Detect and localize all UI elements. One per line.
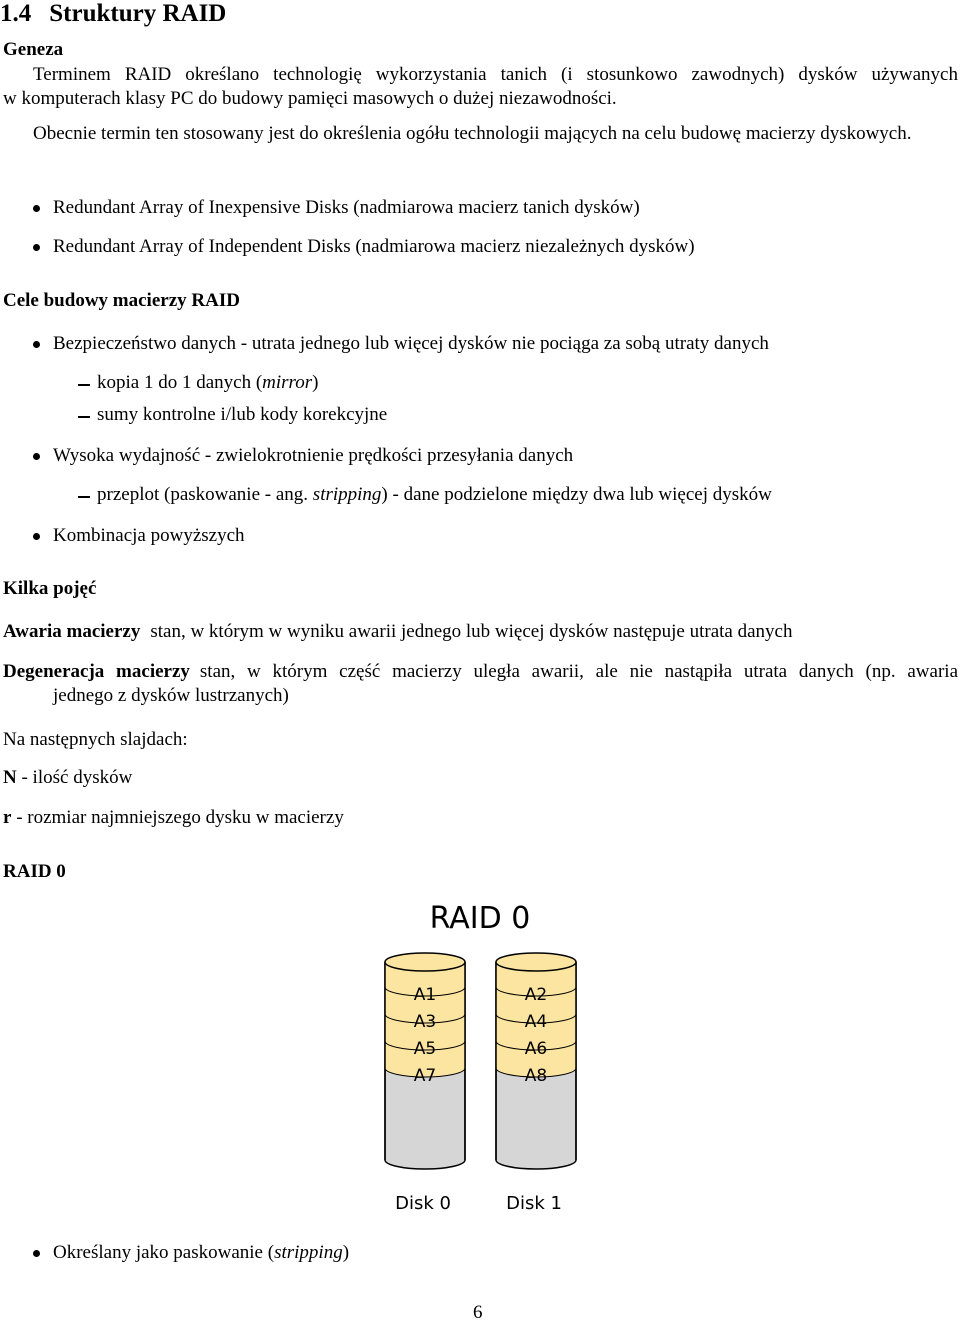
term-degeneracja: Degeneracja macierzy bbox=[3, 661, 190, 682]
definition-degeneracja-text-2: jednego z dysków lustrzanych) bbox=[53, 685, 289, 706]
disk-1 bbox=[496, 953, 576, 1169]
geneza-heading: Geneza bbox=[3, 39, 64, 60]
disk-0 bbox=[385, 953, 465, 1169]
raid0-diagram-title: RAID 0 bbox=[429, 901, 531, 936]
geneza-line-1: Terminem RAID określano technologię wykorzystania tanich (i stosunkowo zawodnych) dysków używanych bbox=[33, 64, 958, 85]
disk-1-block: A6 bbox=[524, 1039, 548, 1059]
disk-1-top bbox=[496, 953, 576, 971]
disk-1-block: A2 bbox=[524, 985, 548, 1005]
bullet-dot bbox=[33, 244, 40, 251]
bullet-text: ) bbox=[342, 1242, 350, 1263]
definition-degeneracja bbox=[3, 661, 958, 683]
sub-text: kopia 1 do 1 danych ( bbox=[97, 372, 263, 393]
cele-item-2-sub-1 bbox=[97, 484, 772, 506]
bullet-dot bbox=[33, 341, 40, 348]
notation-r-desc: - rozmiar najmniejszego dysku w macierzy bbox=[16, 807, 344, 828]
notation-r bbox=[3, 807, 344, 829]
cele-item-1-sub-2: sumy kontrolne i/lub kody korekcyjne bbox=[97, 404, 388, 425]
section-number: 1.4 bbox=[0, 0, 32, 27]
disk-0-block: A3 bbox=[413, 1012, 437, 1032]
acronym-item-1: Redundant Array of Inexpensive Disks (nadmiarowa macierz tanich dysków) bbox=[53, 197, 640, 218]
disk-1-block: A8 bbox=[524, 1066, 548, 1086]
disk-0-label: Disk 0 bbox=[395, 1193, 451, 1214]
geneza-line-2: w komputerach klasy PC do budowy pamięci masowych o dużej niezawodności. bbox=[3, 88, 617, 109]
section-title bbox=[0, 0, 226, 28]
bullet-emphasis: stripping bbox=[274, 1242, 343, 1263]
bullet-dot bbox=[33, 453, 40, 460]
definition-awaria bbox=[3, 621, 792, 643]
bullet-dot bbox=[33, 1250, 40, 1257]
disk-1-label: Disk 1 bbox=[506, 1193, 562, 1214]
dash-marker bbox=[78, 384, 90, 386]
sub-text: przeplot (paskowanie - ang. bbox=[97, 484, 313, 505]
cele-item-1: Bezpieczeństwo danych - utrata jednego lub więcej dysków nie pociąga za sobą utraty danych bbox=[53, 333, 769, 354]
cele-item-2: Wysoka wydajność - zwielokrotnienie prędkości przesyłania danych bbox=[53, 445, 574, 466]
bullet-dot bbox=[33, 205, 40, 212]
definition-degeneracja-text-1: stan, w którym część macierzy uległa awarii, ale nie nastąpiła utrata danych (np. awaria bbox=[199, 661, 959, 682]
section-title-text: Struktury RAID bbox=[49, 0, 227, 27]
sub-text: ) - dane podzielone między dwa lub więcej dysków bbox=[381, 484, 772, 505]
bullet-text: Określany jako paskowanie ( bbox=[53, 1242, 275, 1263]
disk-1-block: A4 bbox=[524, 1012, 548, 1032]
acronym-item-2: Redundant Array of Independent Disks (nadmiarowa macierz niezależnych dysków) bbox=[53, 236, 695, 257]
pojecia-heading: Kilka pojęć bbox=[3, 578, 97, 599]
disk-0-block: A1 bbox=[413, 985, 437, 1005]
notation-n-symbol: N bbox=[3, 767, 17, 788]
disk-0-top bbox=[385, 953, 465, 971]
cele-item-3: Kombinacja powyższych bbox=[53, 525, 245, 546]
dash-marker bbox=[78, 416, 90, 418]
raid0-bullet bbox=[53, 1242, 349, 1264]
dash-marker bbox=[78, 496, 90, 498]
notation-intro: Na następnych slajdach: bbox=[3, 729, 188, 750]
cele-heading: Cele budowy macierzy RAID bbox=[3, 290, 240, 311]
raid0-diagram bbox=[370, 890, 590, 1220]
sub-text: ) bbox=[312, 372, 319, 393]
definition-awaria-text: stan, w którym w wyniku awarii jednego lub więcej dysków następuje utrata danych bbox=[150, 621, 793, 642]
raid0-heading: RAID 0 bbox=[3, 861, 66, 882]
sub-emphasis: stripping bbox=[312, 484, 382, 505]
notation-n-desc: - ilość dysków bbox=[21, 767, 133, 788]
notation-r-symbol: r bbox=[3, 807, 12, 828]
sub-emphasis: mirror bbox=[262, 372, 313, 393]
disk-0-block: A7 bbox=[413, 1066, 437, 1086]
page-number: 6 bbox=[473, 1302, 483, 1323]
term-awaria: Awaria macierzy bbox=[3, 621, 141, 642]
notation-n bbox=[3, 767, 132, 789]
cele-item-1-sub-1 bbox=[97, 372, 318, 394]
disk-0-block: A5 bbox=[413, 1039, 437, 1059]
geneza-line-3: Obecnie termin ten stosowany jest do określenia ogółu technologii mających na celu budowę macierzy dyskowych. bbox=[33, 123, 912, 144]
bullet-dot bbox=[33, 533, 40, 540]
